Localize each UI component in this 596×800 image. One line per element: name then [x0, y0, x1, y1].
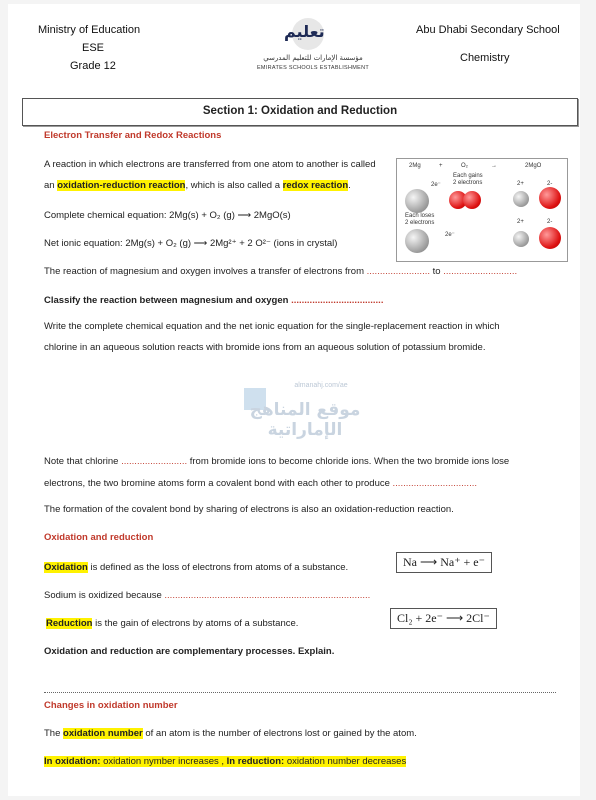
oxygen-atom-right — [463, 191, 481, 209]
on-pre: The — [44, 728, 64, 739]
sodium-text: Sodium is oxidized because — [44, 590, 165, 601]
grade-label: Grade 12 — [70, 60, 116, 72]
write-question-line2: chlorine in an aqueous solution reacts with bromide ions from an aqueous solution of potassium bromide. — [44, 342, 486, 353]
ministry-label: Ministry of Education — [38, 24, 141, 36]
note-chlorine — [44, 456, 509, 467]
blank-to: ............................ — [443, 266, 518, 277]
mg-atom-top — [405, 189, 429, 213]
on-post: of an atom is the number of electrons lost or gained by the atom. — [142, 728, 417, 739]
note-pre: Note that chlorine — [44, 456, 122, 467]
mg-atom-bottom — [405, 229, 429, 253]
oxidation-number-definition — [44, 728, 417, 739]
diagram-mg-label: 2Mg — [409, 163, 421, 169]
subject-label: Chemistry — [460, 52, 510, 64]
formation-statement: The formation of the covalent bond by sharing of electrons is also an oxidation-reduction reaction. — [44, 504, 454, 515]
mg-o2-diagram — [396, 158, 568, 262]
diagram-each-gains: Each gains 2 electrons — [453, 173, 483, 186]
reduction-definition-text: is the gain of electrons by atoms of a substance. — [92, 618, 299, 629]
transfer-question — [44, 266, 517, 277]
highlight-reduction: Reduction — [46, 618, 93, 629]
classify-question — [44, 295, 383, 306]
classify-question-text: Classify the reaction between magnesium and oxygen — [44, 295, 289, 306]
oxidation-number-summary — [44, 756, 406, 767]
note-post: from bromide ions to become chloride ions. When the two bromide ions lose — [187, 456, 510, 467]
highlight-oxidation: Oxidation — [44, 562, 88, 573]
watermark-url: almanahj.com/ae — [294, 382, 348, 389]
worksheet-page — [8, 4, 580, 796]
blank-produce: ................................ — [392, 478, 477, 489]
charge-minus-top: 2- — [547, 181, 553, 187]
charge-minus-bottom: 2- — [547, 219, 553, 225]
mg-ion-top — [513, 191, 529, 207]
sodium-oxidation-equation: Na ⟶ Na⁺ + e⁻ — [396, 552, 492, 573]
highlight-redox-reaction: redox reaction — [282, 180, 349, 191]
oxidation-definition-text: is defined as the loss of electrons from atoms of a substance. — [87, 562, 349, 573]
electrons-bromine-line — [44, 478, 477, 489]
section-title-box — [22, 98, 578, 126]
summary-decreases: oxidation number decreases — [284, 756, 407, 767]
redox-definition-line1: A reaction in which electrons are transferred from one atom to another is called — [44, 159, 376, 170]
school-label: Abu Dhabi Secondary School — [416, 24, 560, 36]
transfer-to: to — [430, 266, 444, 277]
summary-in-reduction: In reduction: — [226, 756, 285, 767]
oxidation-definition — [44, 562, 348, 573]
blank-from: ........................ — [366, 266, 430, 277]
diagram-mgo-label: 2MgO — [525, 163, 542, 169]
diagram-each-loses: Each loses 2 electrons — [405, 213, 435, 226]
oxide-ion-top — [539, 187, 561, 209]
line2-prefix: an — [44, 180, 58, 191]
watermark-arabic: موقع المناهج الإماراتية — [249, 400, 361, 440]
net-ionic-equation: Net ionic equation: 2Mg(s) + O₂ (g) ⟶ 2Mg²⁺ + 2 O²⁻ (ions in crystal) — [44, 238, 338, 249]
charge-plus-bottom: 2+ — [517, 219, 524, 225]
ese-logo — [248, 18, 378, 76]
blank-sodium: .............................................................................. — [164, 590, 371, 601]
heading-electron-transfer: Electron Transfer and Redox Reactions — [44, 130, 222, 141]
logo-arabic-subtitle: مؤسسة الإمارات للتعليم المدرسي — [263, 54, 363, 62]
electrons-text: electrons, the two bromine atoms form a covalent bond with each other to produce — [44, 478, 393, 489]
summary-in-oxidation: In oxidation: — [44, 756, 101, 767]
redox-definition-line2 — [44, 180, 351, 191]
blank-classify: ................................... — [291, 295, 384, 306]
answer-line — [44, 692, 556, 693]
ese-label: ESE — [82, 42, 105, 54]
sodium-oxidized-question — [44, 590, 370, 601]
diagram-o2-label: O₂ — [461, 163, 468, 169]
diagram-plus: + — [439, 163, 443, 169]
heading-oxidation-number: Changes in oxidation number — [44, 700, 178, 711]
blank-chlorine: ......................... — [121, 456, 188, 467]
highlight-oxidation-number: oxidation number — [63, 728, 143, 739]
logo-arabic-text: تعليم — [284, 22, 325, 41]
line2-end: . — [348, 180, 351, 191]
write-question-line1: Write the complete chemical equation and the net ionic equation for the single-replacement reaction in which — [44, 321, 500, 332]
logo-english-text: EMIRATES SCHOOLS ESTABLISHMENT — [256, 65, 370, 71]
complete-equation: Complete chemical equation: 2Mg(s) + O₂ (g) ⟶ 2MgO(s) — [44, 210, 291, 221]
chlorine-reduction-equation: Cl₂ + 2e⁻ ⟶ 2Cl⁻ — [390, 608, 497, 629]
oxide-ion-bottom — [539, 227, 561, 249]
reduction-definition — [46, 618, 298, 629]
charge-plus-top: 2+ — [517, 181, 524, 187]
line2-middle: , which is also called a — [185, 180, 283, 191]
diagram-arrow: → — [491, 163, 497, 169]
diagram-electrons-bottom: 2e⁻ — [445, 232, 455, 238]
mg-ion-bottom — [513, 231, 529, 247]
highlight-oxidation-reduction: oxidation-reduction reaction — [57, 180, 186, 191]
section-title: Section 1: Oxidation and Reduction — [202, 105, 398, 117]
summary-increases: oxidation nymber increases , — [100, 756, 227, 767]
complementary-question: Oxidation and reduction are complementary processes. Explain. — [44, 646, 335, 657]
heading-oxidation-reduction: Oxidation and reduction — [44, 532, 154, 543]
transfer-question-text: The reaction of magnesium and oxygen involves a transfer of electrons from — [44, 266, 364, 277]
diagram-electrons-top: 2e⁻ — [431, 182, 441, 188]
